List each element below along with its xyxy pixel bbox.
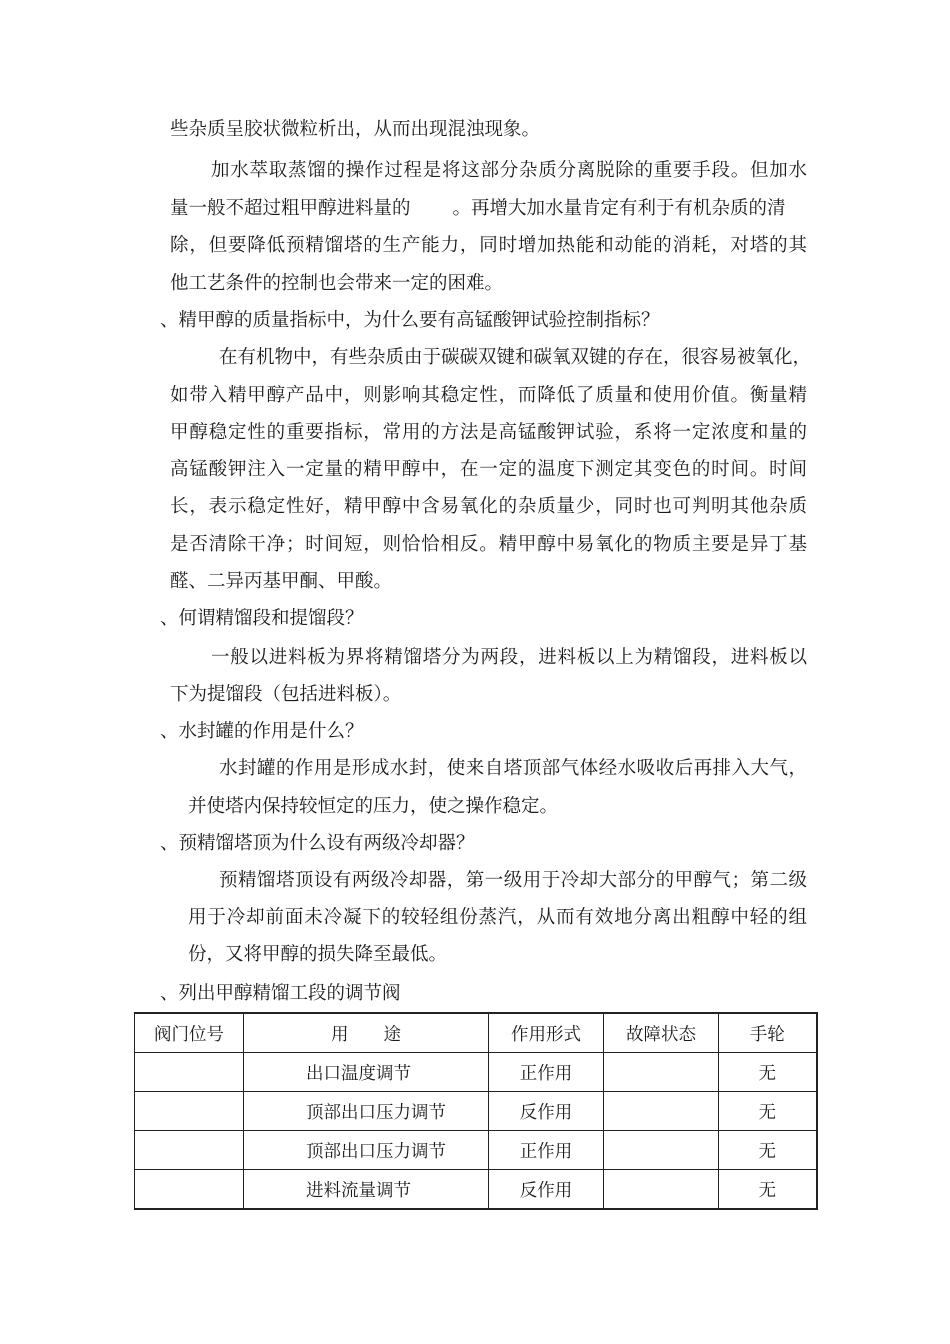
question-heading: 、何谓精馏段和提馏段？ [160, 608, 364, 629]
paragraph-line: 份，又将甲醇的损失降至最低。 [188, 944, 448, 965]
cell-fail-state [604, 1131, 719, 1170]
cell-fail-state [604, 1053, 719, 1092]
paragraph-line: 醛、二异丙基甲酮、甲酸。 [170, 571, 393, 592]
header-fail-state: 故障状态 [604, 1013, 719, 1053]
paragraph-line: 用于冷却前面未冷凝下的较轻组份蒸汽，从而有效地分离出粗醇中轻的组 [188, 907, 807, 928]
question-heading: 、列出甲醇精馏工段的调节阀 [160, 983, 401, 1004]
cell-action-type: 反作用 [489, 1092, 604, 1131]
paragraph-line: 加水萃取蒸馏的操作过程是将这部分杂质分离脱除的重要手段。但加水 [211, 160, 807, 181]
paragraph-line: 并使塔内保持较恒定的压力，使之操作稳定。 [188, 796, 559, 817]
cell-action-type: 正作用 [489, 1131, 604, 1170]
cell-fail-state [604, 1092, 719, 1131]
table-row [135, 1092, 817, 1131]
header-purpose: 用 途 [244, 1013, 489, 1053]
cell-purpose: 出口温度调节 [244, 1053, 489, 1092]
paragraph-line: 预精馏塔顶设有两级冷却器，第一级用于冷却大部分的甲醇气；第二级 [219, 870, 807, 891]
paragraph-line: 如带入精甲醇产品中，则影响其稳定性，而降低了质量和使用价值。衡量精 [170, 385, 807, 406]
cell-purpose: 顶部出口压力调节 [244, 1131, 489, 1170]
cell-handwheel: 无 [719, 1170, 817, 1210]
table-header-row [135, 1013, 817, 1053]
cell-purpose: 顶部出口压力调节 [244, 1092, 489, 1131]
cell-handwheel: 无 [719, 1053, 817, 1092]
cell-handwheel: 无 [719, 1092, 817, 1131]
table-row [135, 1170, 817, 1210]
table-row [135, 1131, 817, 1170]
paragraph-line: 水封罐的作用是形成水封，使来自塔顶部气体经水吸收后再排入大气， [219, 758, 807, 779]
text-run: 量一般不超过粗甲醇进料量的 [170, 198, 411, 219]
paragraph-line: 下为提馏段（包括进料板）。 [170, 684, 402, 705]
cell-purpose: 进料流量调节 [244, 1170, 489, 1210]
paragraph-line: 是否清除干净；时间短，则恰恰相反。精甲醇中易氧化的物质主要是异丁基 [170, 534, 807, 555]
question-heading: 、预精馏塔顶为什么设有两级冷却器？ [160, 833, 475, 854]
question-heading: 、精甲醇的质量指标中，为什么要有高锰酸钾试验控制指标？ [160, 310, 660, 331]
header-action-type: 作用形式 [489, 1013, 604, 1053]
text-run: 。再增大加水量肯定有利于有机杂质的清 [452, 198, 786, 219]
valve-table [134, 1012, 818, 1210]
cell-valve-tag [135, 1053, 244, 1092]
paragraph-line: 在有机物中，有些杂质由于碳碳双键和碳氧双键的存在，很容易被氧化， [219, 347, 812, 368]
cell-valve-tag [135, 1170, 244, 1210]
cell-handwheel: 无 [719, 1131, 817, 1170]
paragraph-line: 除，但要降低预精馏塔的生产能力，同时增加热能和动能的消耗，对塔的其 [170, 235, 807, 256]
cell-fail-state [604, 1170, 719, 1210]
table-row [135, 1053, 817, 1092]
cell-valve-tag [135, 1092, 244, 1131]
cell-valve-tag [135, 1131, 244, 1170]
paragraph-line: 一般以进料板为界将精馏塔分为两段，进料板以上为精馏段，进料板以 [211, 647, 807, 668]
cell-action-type: 正作用 [489, 1053, 604, 1092]
paragraph-line: 些杂质呈胶状微粒析出，从而出现混浊现象。 [170, 119, 541, 140]
cell-action-type: 反作用 [489, 1170, 604, 1210]
paragraph-line [170, 197, 786, 221]
header-valve-tag: 阀门位号 [135, 1013, 244, 1053]
header-handwheel: 手轮 [719, 1013, 817, 1053]
paragraph-line: 他工艺条件的控制也会带来一定的困难。 [170, 273, 504, 294]
paragraph-line: 甲醇稳定性的重要指标，常用的方法是高锰酸钾试验，系将一定浓度和量的 [170, 422, 807, 443]
paragraph-line: 长，表示稳定性好，精甲醇中含易氧化的杂质量少，同时也可判明其他杂质 [170, 496, 807, 517]
paragraph-line: 高锰酸钾注入一定量的精甲醇中，在一定的温度下测定其变色的时间。时间 [170, 459, 807, 480]
question-heading: 、水封罐的作用是什么？ [160, 721, 364, 742]
